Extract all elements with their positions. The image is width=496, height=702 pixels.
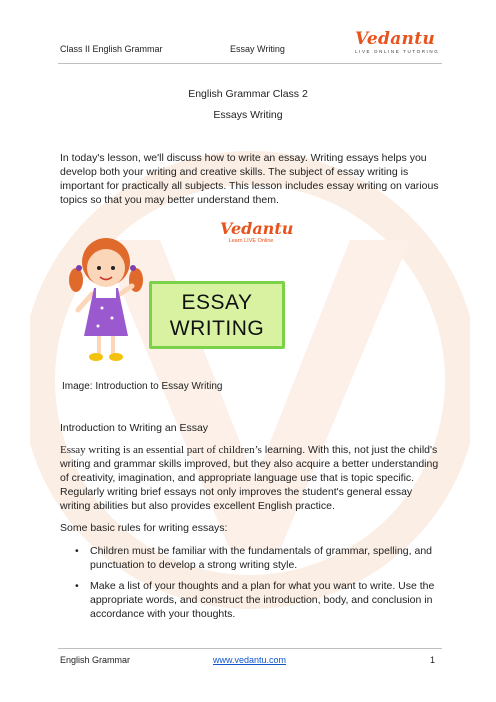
rules-intro: Some basic rules for writing essays: [60, 522, 228, 534]
figure-logo-word: Vedantu [220, 219, 294, 238]
paragraph-rest: learning. With this, not just the child's writing and grammar skills improved, but they also acquire a better understanding of creativity, imagination, and appropriate language use that is topic specific. Regularly writing brief essays not only improves the student's general essay writing abilities but also provides excellent English practice. [60, 444, 439, 512]
logo-tagline: LIVE ONLINE TUTORING [355, 49, 440, 54]
list-item-text: Make a list of your thoughts and a plan for what you want to write. Use the appropriate words, and construct the introduction, body, and conclusion in accordance with your thoughts. [90, 580, 435, 620]
banner-line-1: ESSAY [181, 291, 253, 314]
list-item [60, 544, 442, 572]
header-topic: Essay Writing [230, 44, 285, 54]
logo-word: Vedantu [355, 29, 436, 49]
page-number: 1 [430, 655, 436, 665]
header-course-title: Class II English Grammar [60, 44, 163, 54]
figure-vedantu-logo [220, 219, 294, 244]
banner-line-2: WRITING [169, 317, 265, 340]
list-item-text: Children must be familiar with the fundamentals of grammar, spelling, and punctuation to develop a strong writing style. [90, 545, 432, 571]
essay-writing-banner [149, 281, 285, 349]
footer-website-link[interactable]: www.vedantu.com [213, 655, 287, 665]
intro-paragraph: In today's lesson, we'll discuss how to write an essay. Writing essays helps you develop both your writing and creative skills. The subject of essay writing is important for practically all subjects. This lesson includes essay writing on various topics so that you may better understand them. [60, 152, 439, 206]
footer-divider [58, 648, 442, 649]
page-title: English Grammar Class 2 [188, 88, 308, 100]
vedantu-logo [355, 31, 439, 54]
image-caption: Image: Introduction to Essay Writing [62, 381, 223, 392]
rules-list [60, 544, 442, 628]
paragraph-serif-part: Essay writing is an essential part of children’s [60, 444, 262, 456]
header-divider [58, 63, 442, 64]
section-heading: Introduction to Writing an Essay [60, 422, 209, 434]
section-paragraph [60, 443, 442, 513]
bullet-icon: • [75, 545, 79, 557]
bullet-icon: • [75, 580, 79, 592]
footer-title: English Grammar [60, 655, 131, 665]
girl-illustration [66, 228, 146, 368]
figure-logo-tagline: Learn LIVE Online [228, 238, 274, 244]
page-subtitle: Essays Writing [213, 109, 283, 121]
list-item [60, 579, 442, 621]
